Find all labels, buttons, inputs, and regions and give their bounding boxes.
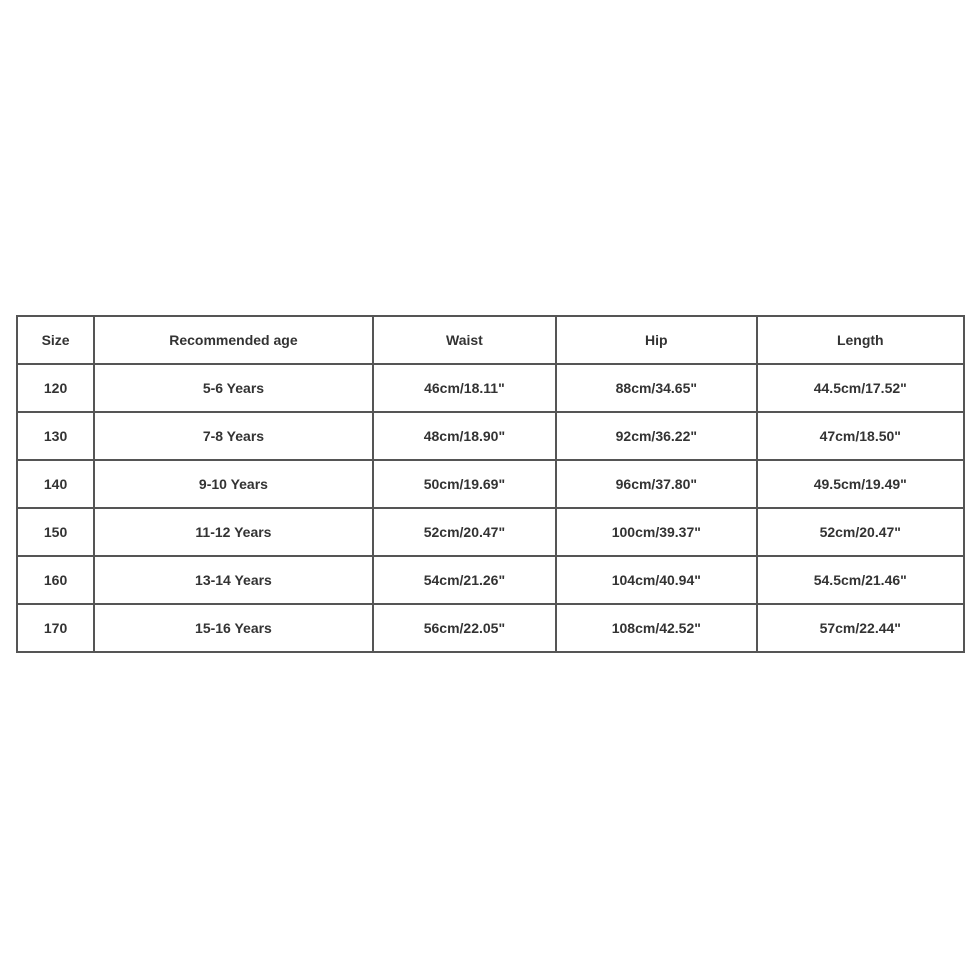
cell-size: 160 (17, 556, 94, 604)
cell-age: 5-6 Years (94, 364, 373, 412)
header-row (17, 316, 964, 364)
cell-hip: 100cm/39.37" (556, 508, 756, 556)
cell-waist: 54cm/21.26" (373, 556, 556, 604)
table-row (17, 364, 964, 412)
cell-waist: 56cm/22.05" (373, 604, 556, 652)
cell-length: 49.5cm/19.49" (757, 460, 964, 508)
cell-hip: 108cm/42.52" (556, 604, 756, 652)
cell-length: 57cm/22.44" (757, 604, 964, 652)
cell-waist: 48cm/18.90" (373, 412, 556, 460)
cell-age: 15-16 Years (94, 604, 373, 652)
table-row (17, 460, 964, 508)
cell-age: 9-10 Years (94, 460, 373, 508)
cell-length: 47cm/18.50" (757, 412, 964, 460)
header-waist: Waist (373, 316, 556, 364)
cell-length: 54.5cm/21.46" (757, 556, 964, 604)
table-row (17, 604, 964, 652)
table-row (17, 412, 964, 460)
cell-age: 13-14 Years (94, 556, 373, 604)
table-body (17, 364, 964, 652)
header-size: Size (17, 316, 94, 364)
cell-waist: 52cm/20.47" (373, 508, 556, 556)
cell-age: 11-12 Years (94, 508, 373, 556)
cell-waist: 46cm/18.11" (373, 364, 556, 412)
cell-hip: 92cm/36.22" (556, 412, 756, 460)
header-length: Length (757, 316, 964, 364)
header-hip: Hip (556, 316, 756, 364)
header-recommended-age: Recommended age (94, 316, 373, 364)
table-header (17, 316, 964, 364)
cell-length: 44.5cm/17.52" (757, 364, 964, 412)
cell-size: 150 (17, 508, 94, 556)
cell-size: 130 (17, 412, 94, 460)
table-row (17, 556, 964, 604)
cell-hip: 96cm/37.80" (556, 460, 756, 508)
cell-size: 140 (17, 460, 94, 508)
cell-hip: 88cm/34.65" (556, 364, 756, 412)
table-row (17, 508, 964, 556)
cell-waist: 50cm/19.69" (373, 460, 556, 508)
cell-hip: 104cm/40.94" (556, 556, 756, 604)
size-chart-table (16, 315, 965, 653)
cell-size: 120 (17, 364, 94, 412)
cell-age: 7-8 Years (94, 412, 373, 460)
cell-size: 170 (17, 604, 94, 652)
cell-length: 52cm/20.47" (757, 508, 964, 556)
